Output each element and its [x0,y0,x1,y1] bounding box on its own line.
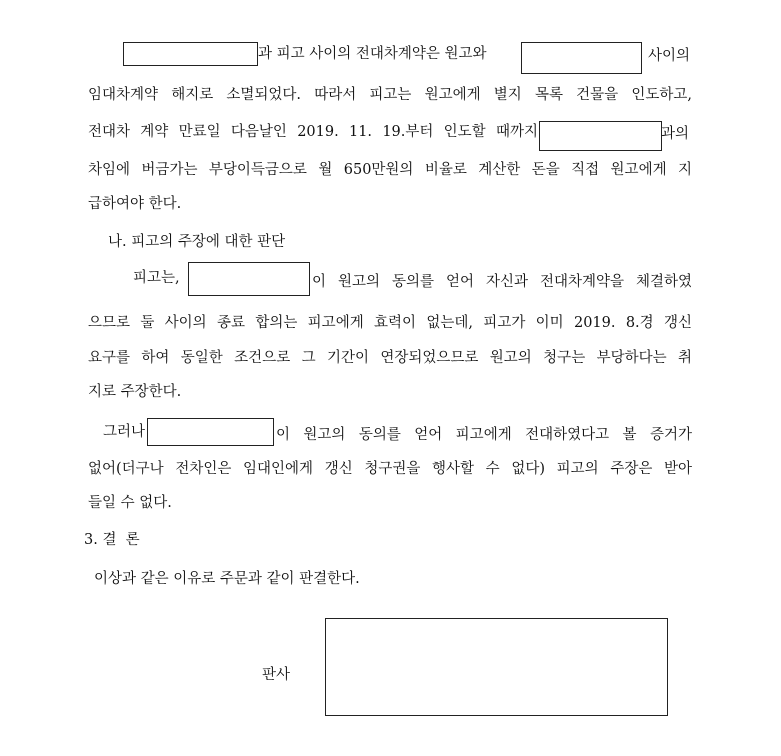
paragraph-text: 이 원고의 동의를 얻어 자신과 전대차계약을 체결하였 [312,274,692,290]
paragraph-text: 임대차계약 해지로 소멸되었다. 따라서 피고는 원고에게 별지 목록 건물을 인도하고, [88,87,692,103]
redacted-name-box [123,42,258,66]
paragraph-text: 사이의 [648,48,691,64]
redacted-name-box [539,121,662,151]
redacted-name-box [521,42,642,74]
paragraph-text: 들일 수 없다. [88,495,172,511]
paragraph-text: 으므로 둘 사이의 종료 합의는 피고에게 효력이 없는데, 피고가 이미 2019. 8.경 갱신 [88,315,692,331]
conclusion-text: 이상과 같은 이유로 주문과 같이 판결한다. [94,571,360,587]
judge-signature-box [325,618,668,716]
paragraph-text: 피고는, [133,270,180,286]
paragraph-text: 전대차 계약 만료일 다음날인 2019. 11. 19.부터 인도할 때까지 [88,124,538,140]
paragraph-text: 과의 [661,126,690,142]
paragraph-text: 그러나 [103,424,146,440]
redacted-name-box [147,418,274,446]
section-heading: 나. 피고의 주장에 대한 판단 [108,234,286,250]
section-heading: 3. 결 론 [84,532,140,548]
paragraph-text: 없어(더구나 전차인은 임대인에게 갱신 청구권을 행사할 수 없다) 피고의 주장은 받아 [88,461,692,477]
judge-label: 판사 [262,667,291,683]
paragraph-text: 과 피고 사이의 전대차계약은 원고와 [258,46,487,62]
paragraph-text: 지로 주장한다. [88,384,182,400]
redacted-name-box [188,262,310,296]
paragraph-text: 차임에 버금가는 부당이득금으로 월 650만원의 비율로 계산한 돈을 직접 원고에게 지 [88,162,692,178]
paragraph-text: 요구를 하여 동일한 조건으로 그 기간이 연장되었으므로 원고의 청구는 부당하다는 취 [88,350,692,366]
paragraph-text: 이 원고의 동의를 얻어 피고에게 전대하였다고 볼 증거가 [276,427,692,443]
paragraph-text: 급하여야 한다. [88,196,182,212]
